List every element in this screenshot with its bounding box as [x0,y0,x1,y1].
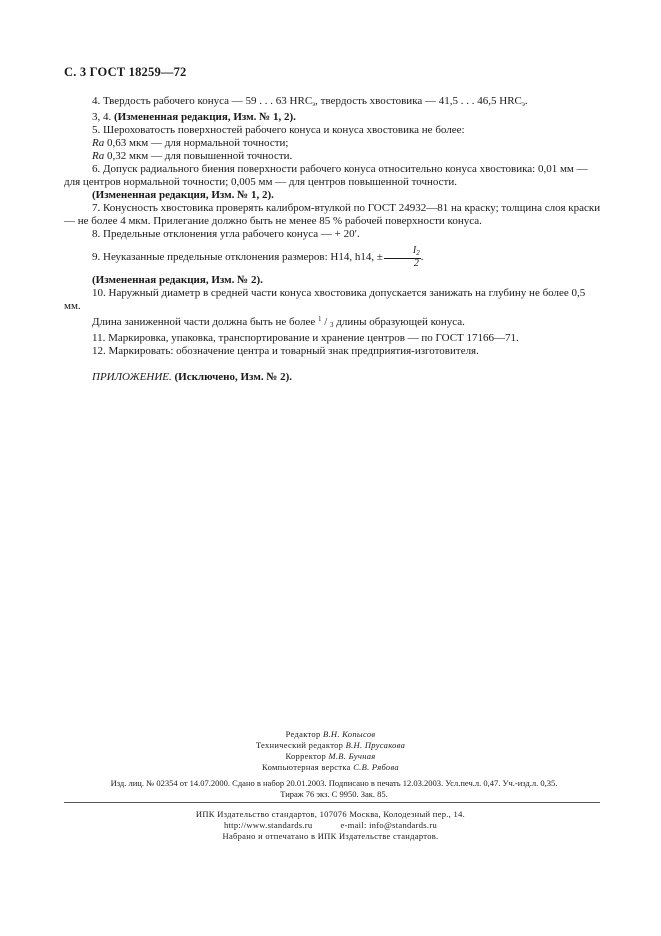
credit-person: С.В. Рябова [353,762,399,772]
divider [64,802,600,803]
item-4-text-a: 4. Твердость рабочего конуса — 59 . . . 63 HRC [92,95,313,107]
imprint-line-1: Изд. лиц. № 02354 от 14.07.2000. Сдано в набор 20.01.2003. Подписано в печать 12.03.2003. Усл.печ.л. 0,47. Уч.-изд.л. 0,35. [110,778,558,788]
fraction-numerator-sub: 2 [416,249,420,257]
credit-tech-editor [0,740,661,751]
item-10: 10. Наружный диаметр в средней части конуса хвостовика допускается занижать на глубину не более 0,5 мм. [64,287,586,312]
ra-label: Ra [92,137,105,149]
item-9-end: . [420,251,424,264]
fraction-sup: 1 [317,315,322,323]
item-12: 12. Маркировать: обозначение центра и товарный знак предприятия-изготовителя. [92,345,479,357]
item-7: 7. Конусность хвостовика проверять калибром-втулкой по ГОСТ 24932—81 на краску; толщина слоя краски — не более 4 мкм. Прилегание должно быть не менее 85 % рабочей поверхности конуса. [64,202,601,227]
credit-person: М.В. Бучная [328,751,376,761]
publisher-block [0,809,661,842]
fraction-slash: / [321,316,331,328]
item-6-revision: (Измененная редакция, Изм. № 1, 2). [92,189,274,201]
item-5-ra-high [64,150,604,163]
publisher-email: e-mail: info@standards.ru [340,820,438,830]
credit-role: Компьютерная верстка [262,762,354,772]
item-3-4-revision [64,111,604,124]
item-8: 8. Предельные отклонения угла рабочего конуса — + 20′. [92,228,360,240]
document-body [64,95,604,384]
revision-note: (Измененная редакция, Изм. № 1, 2). [114,111,296,123]
credit-editor [0,729,661,740]
item-4-sub-1: э [312,100,316,108]
item-9-text: 9. Неуказанные предельные отклонения размеров: H14, h14, ± [92,251,383,264]
item-9-revision: (Измененная редакция, Изм. № 2). [92,274,263,286]
imprint-block [64,778,604,800]
appendix-status: (Исключено, Изм. № 2). [171,371,293,383]
credit-corrector [0,751,661,762]
item-10-length [64,313,604,332]
item-4 [64,95,604,111]
credits-block [0,729,661,773]
publisher-printed: Набрано и отпечатано в ИПК Издательстве стандартов. [222,831,439,841]
item-4-text-b: , твердость хвостовика — 41,5 . . . 46,5 HRC [315,95,522,107]
item-6: 6. Допуск радиального биения поверхности рабочего конуса относительно конуса хвостовика: 0,01 мм — для центров нормальной точности; 0,005 мм — для центров повышенной точности. [64,163,588,188]
ra-high-text: 0,32 мкм — для повышенной точности. [104,150,293,162]
fraction-denominator: 2 [413,258,419,269]
item-4-sub-2: э [521,100,525,108]
credit-role: Технический редактор [255,740,346,750]
item-10-length-text-b: длины образующей конуса. [333,316,465,328]
publisher-website: http://www.standards.ru [223,820,313,830]
appendix-note [64,371,604,384]
credit-layout [0,762,661,773]
item-9 [64,246,604,269]
ra-label: Ra [92,150,105,162]
item-5-ra-normal [64,137,604,150]
item-11: 11. Маркировка, упаковка, транспортирование и хранение центров — по ГОСТ 17166—71. [92,332,519,344]
item-10-length-text-a: Длина заниженной части должна быть не более [92,316,318,328]
item-4-end: . [524,95,528,107]
appendix-label: ПРИЛОЖЕНИЕ. [92,371,172,383]
fraction-numerator: I [412,245,417,256]
imprint-line-2: Тираж 76 экз. С 9950. Зак. 85. [280,789,388,799]
credit-role: Корректор [285,751,329,761]
page-header: С. 3 ГОСТ 18259—72 [64,65,187,79]
publisher-contacts [0,820,661,831]
publisher-address: ИПК Издательство стандартов, 107076 Москва, Колодезный пер., 14. [195,809,466,819]
item-5: 5. Шероховатость поверхностей рабочего конуса и конуса хвостовика не более: [92,124,465,136]
credit-person: В.Н. Копысов [322,729,376,739]
credit-person: В.Н. Прусакова [345,740,406,750]
revision-prefix: 3, 4. [92,111,114,123]
ra-normal-text: 0,63 мкм — для нормальной точности; [104,137,289,149]
tolerance-fraction [384,246,421,269]
fraction-sub: 3 [330,321,334,329]
credit-role: Редактор [285,729,323,739]
